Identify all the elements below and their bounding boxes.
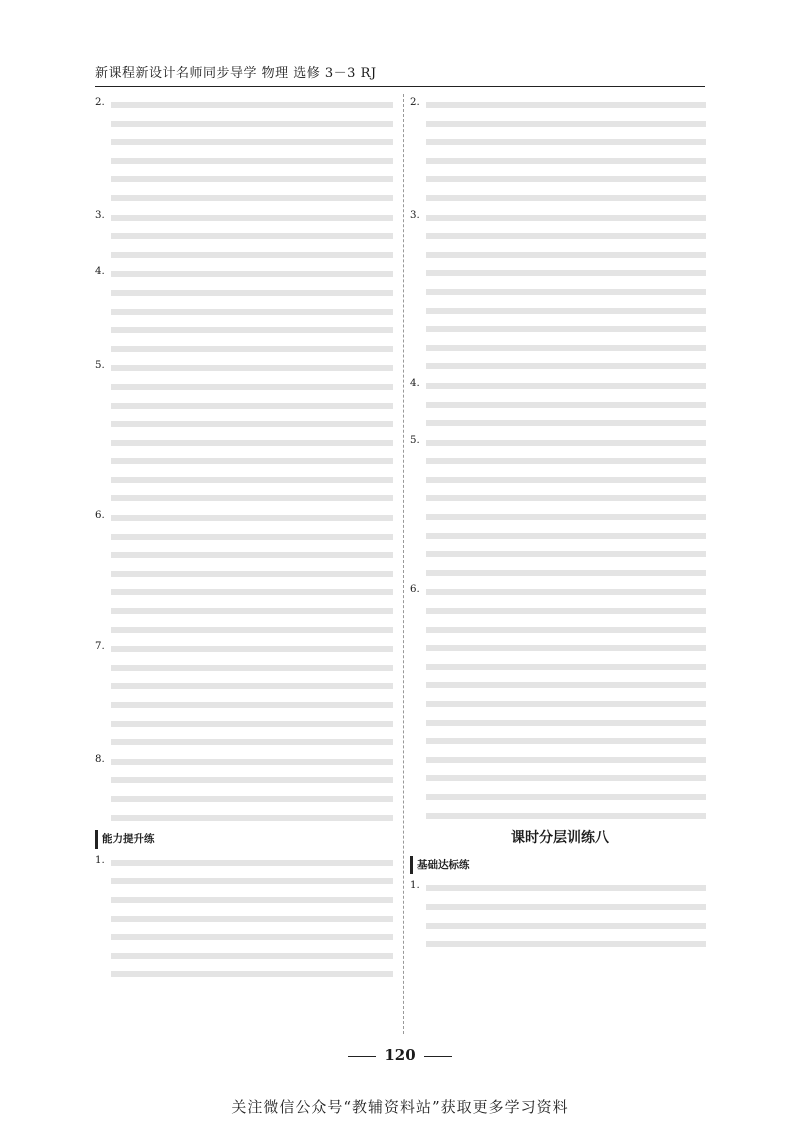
answer-item	[410, 581, 710, 823]
answer-item	[410, 94, 710, 206]
answer-item	[410, 432, 710, 581]
answer-item	[410, 375, 710, 431]
running-header: 新课程新设计名师同步导学 物理 选修 3－3 RJ	[95, 66, 377, 81]
answer-item	[95, 357, 397, 506]
item-number: 4.	[95, 266, 105, 278]
item-number: 3.	[410, 209, 420, 221]
page-number	[0, 1046, 800, 1064]
page-number-value: 120	[384, 1046, 416, 1064]
answer-item	[95, 207, 397, 263]
answer-item	[95, 751, 397, 825]
item-number: 8.	[95, 753, 105, 765]
section-label: 基础达标练	[410, 856, 474, 875]
header-rule	[95, 86, 705, 87]
item-number: 1.	[95, 854, 105, 866]
answer-item	[410, 207, 710, 374]
answer-item	[95, 638, 397, 750]
right-column	[410, 94, 710, 953]
answer-item	[95, 94, 397, 206]
item-number: 1.	[410, 880, 420, 892]
answer-item	[95, 852, 397, 982]
answer-item	[410, 877, 710, 951]
item-number: 7.	[95, 641, 105, 653]
lesson-title: 课时分层训练八	[511, 830, 609, 847]
item-number: 2.	[95, 97, 105, 108]
footer-note: 关注微信公众号“教辅资料站”获取更多学习资料	[231, 1098, 569, 1116]
item-number: 5.	[410, 434, 420, 446]
column-divider	[403, 94, 404, 1034]
answer-item	[95, 263, 397, 356]
section-label: 能力提升练	[95, 830, 159, 849]
item-number: 6.	[410, 584, 420, 596]
item-number: 3.	[95, 209, 105, 221]
left-column	[95, 94, 397, 983]
item-number: 6.	[95, 510, 105, 522]
item-number: 5.	[95, 360, 105, 372]
item-number: 2.	[410, 97, 420, 108]
item-number: 4.	[410, 377, 420, 389]
answer-item	[95, 507, 397, 637]
